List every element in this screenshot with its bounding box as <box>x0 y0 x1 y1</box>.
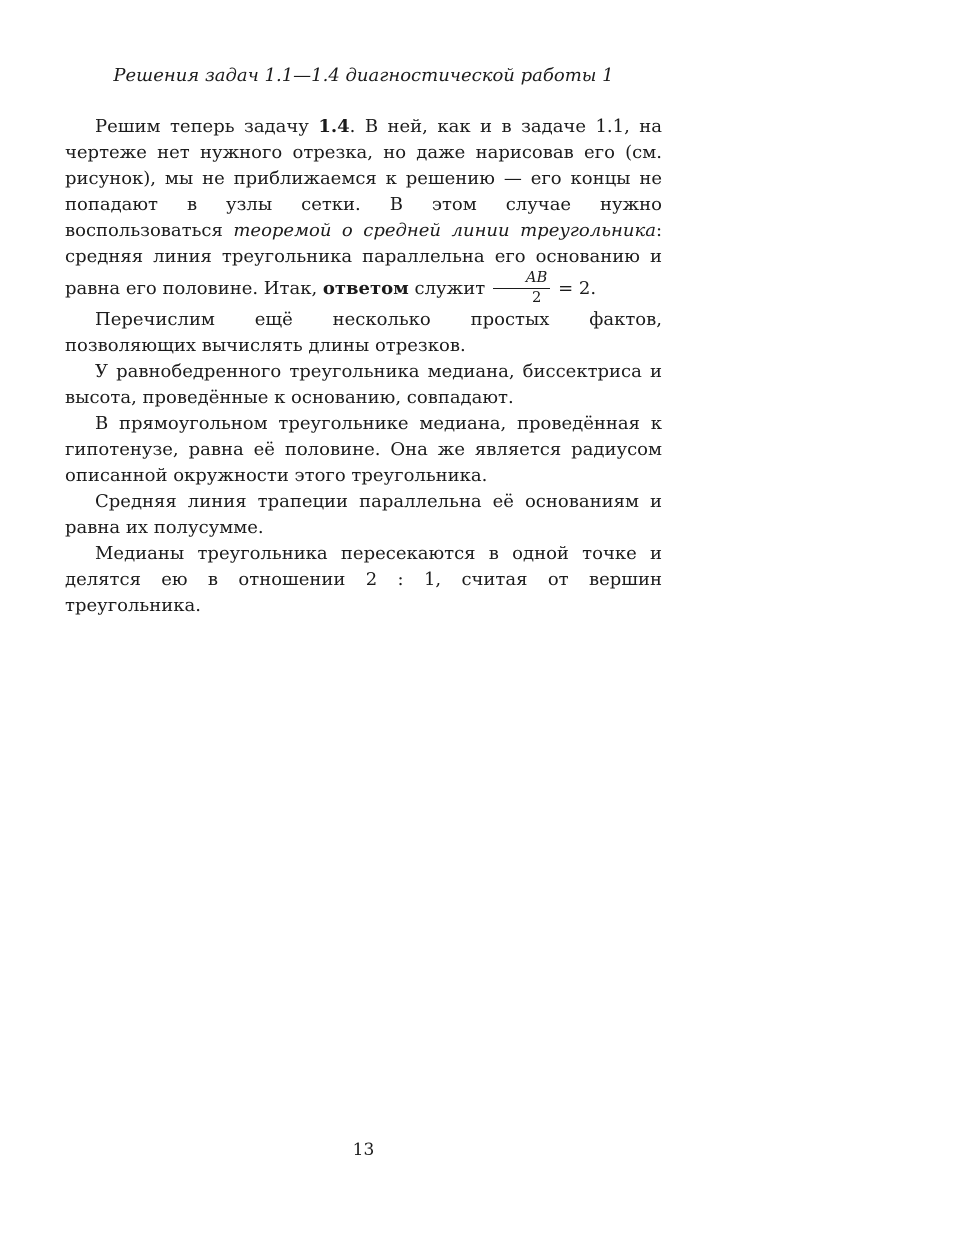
text-run: : средняя линия треугольника параллельна его основанию и равна его половине. Итак, <box>65 220 663 299</box>
text-run: Перечислим ещё несколько простых фактов, позволяющих вычислять длины отрезков. <box>65 308 662 356</box>
paragraph <box>65 307 662 359</box>
paragraph <box>65 541 662 619</box>
text-run: Средняя линия трапеции параллельна её основаниям и равна их полусумме. <box>65 490 662 538</box>
fraction-numerator: AB <box>493 270 551 289</box>
text-column <box>65 64 662 619</box>
fraction-denominator: 2 <box>531 288 542 306</box>
text-run: В прямоугольном треугольнике медиана, проведённая к гипотенузе, равна её половине. Она же является радиусом описанной окружности этого треугольника. <box>65 412 662 486</box>
text-run: У равнобедренного треугольника медиана, биссектриса и высота, проведённые к основанию, совпадают. <box>65 360 662 408</box>
paragraph <box>65 114 662 307</box>
fraction <box>493 270 551 307</box>
text-run: = 2. <box>552 277 597 299</box>
text-run: . В ней, как и в задаче 1.1, на чертеже нет нужного отрезка, но даже нарисовав его (см. рисунок), мы не приближаемся к решению — его концы не попадают в узлы сетки. В этом случае нужно воспользоваться <box>65 116 662 241</box>
running-head: Решения задач 1.1—1.4 диагностической работы 1 <box>113 65 614 86</box>
text-run: Медианы треугольника пересекаются в одной точке и делятся ею в отношении 2 : 1, считая от вершин треугольника. <box>65 542 662 616</box>
paragraph <box>65 411 662 489</box>
text-run: ответом <box>322 277 409 299</box>
body-text <box>65 114 662 619</box>
text-run: Решим теперь задачу <box>95 116 319 137</box>
paragraph <box>65 359 662 411</box>
text-run: теоремой о средней линии треугольника <box>233 220 656 241</box>
page-number: 13 <box>352 1140 375 1160</box>
text-run: служит <box>408 277 491 299</box>
paragraph <box>65 489 662 541</box>
text-run: 1.4 <box>318 116 350 137</box>
